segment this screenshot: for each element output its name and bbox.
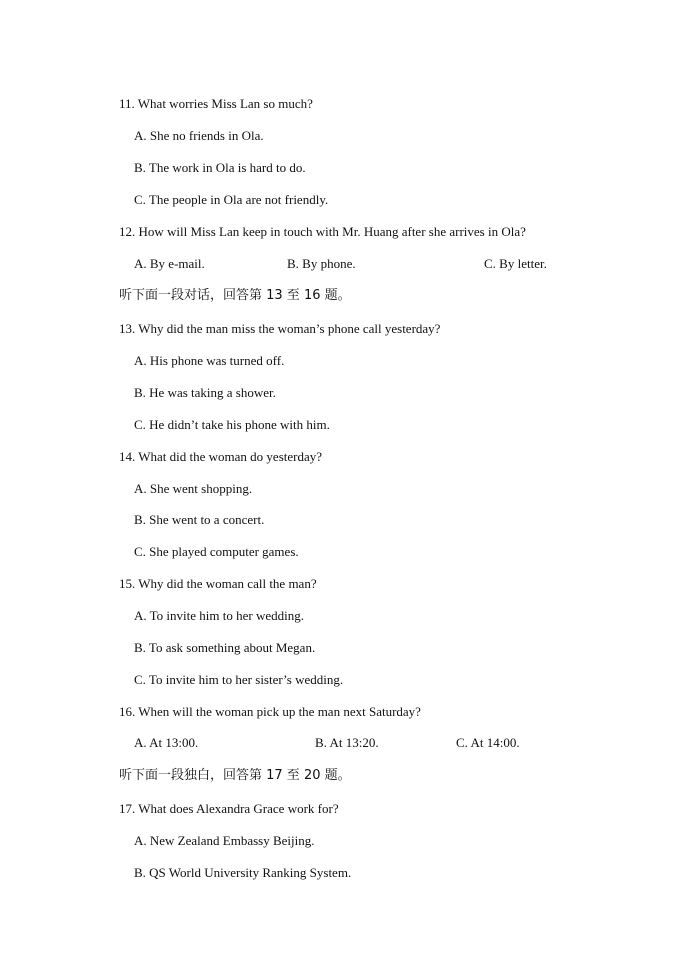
question-11-option-b: B. The work in Ola is hard to do. [134, 160, 306, 175]
question-11-option-a: A. She no friends in Ola. [134, 128, 264, 143]
question-16-option-c: C. At 14:00. [456, 735, 520, 750]
question-13-option-a: A. His phone was turned off. [134, 353, 285, 368]
question-15-option-b: B. To ask something about Megan. [134, 640, 316, 655]
question-15-option-a: A. To invite him to her wedding. [134, 608, 304, 623]
question-15: 15. Why did the woman call the man? [119, 576, 317, 591]
question-11-option-c: C. The people in Ola are not friendly. [134, 192, 329, 207]
question-16-option-b: B. At 13:20. [315, 735, 379, 750]
question-14-option-b: B. She went to a concert. [134, 512, 265, 527]
question-13-option-c: C. He didn’t take his phone with him. [134, 417, 330, 432]
question-17: 17. What does Alexandra Grace work for? [119, 801, 339, 816]
question-12-option-a: A. By e-mail. [134, 256, 205, 271]
question-12: 12. How will Miss Lan keep in touch with Mr. Huang after she arrives in Ola? [119, 224, 526, 239]
question-12-option-c: C. By letter. [484, 256, 547, 271]
question-13-option-b: B. He was taking a shower. [134, 385, 276, 400]
section-instruction-1: 听下面一段对话，回答第 13 至 16 题。 [119, 288, 351, 303]
question-13: 13. Why did the man miss the woman’s phone call yesterday? [119, 321, 441, 336]
question-16-option-a: A. At 13:00. [134, 735, 199, 750]
question-16: 16. When will the woman pick up the man next Saturday? [119, 704, 421, 719]
question-11: 11. What worries Miss Lan so much? [119, 96, 313, 111]
question-17-option-a: A. New Zealand Embassy Beijing. [134, 833, 315, 848]
question-14-option-c: C. She played computer games. [134, 544, 299, 559]
question-17-option-b: B. QS World University Ranking System. [134, 865, 352, 880]
question-12-option-b: B. By phone. [287, 256, 356, 271]
section-instruction-2: 听下面一段独白，回答第 17 至 20 题。 [119, 768, 351, 783]
question-14: 14. What did the woman do yesterday? [119, 449, 323, 464]
question-15-option-c: C. To invite him to her sister’s wedding. [134, 672, 344, 687]
question-14-option-a: A. She went shopping. [134, 481, 253, 496]
